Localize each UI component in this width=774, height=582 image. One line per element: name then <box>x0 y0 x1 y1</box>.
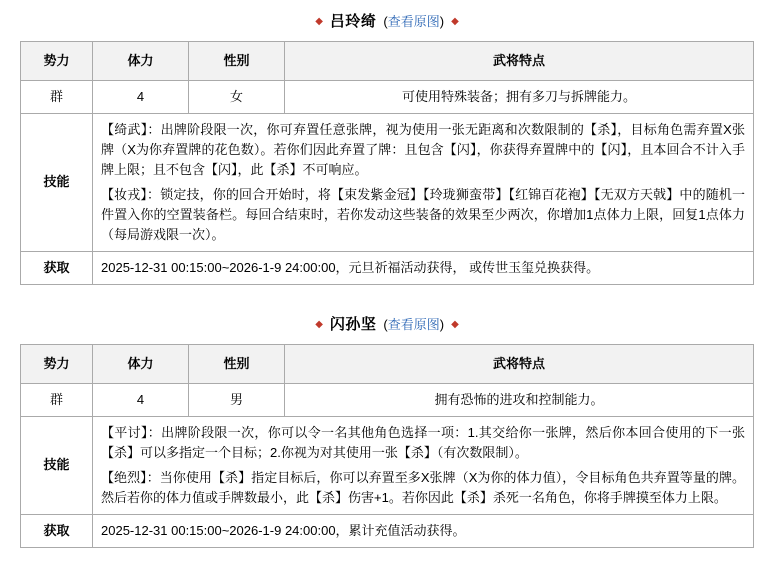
cell-gender: 男 <box>189 384 285 417</box>
diamond-right-icon: ◆ <box>451 15 459 27</box>
diamond-left-icon: ◆ <box>315 318 323 330</box>
cell-trait: 可使用特殊装备；拥有多刀与拆牌能力。 <box>285 81 754 114</box>
table-header-row <box>21 42 754 81</box>
cell-obtain: 2025-12-31 00:15:00~2026-1-9 24:00:00，元旦祈福活动获得， 或传世玉玺兑换获得。 <box>93 251 754 284</box>
column-header-gender: 性别 <box>189 42 285 81</box>
cell-skills <box>93 114 754 252</box>
column-header-gender: 性别 <box>189 345 285 384</box>
paren-open: ( <box>383 14 388 29</box>
table-row <box>21 81 754 114</box>
view-original-link[interactable]: 查看原图 <box>387 317 440 333</box>
hero-card-1 <box>0 0 774 285</box>
card-title-row <box>0 303 774 344</box>
row-label-skills: 技能 <box>21 114 93 252</box>
cell-hp: 4 <box>93 384 189 417</box>
hero-table <box>20 344 754 548</box>
card-title-row <box>0 0 774 41</box>
card-divider-space <box>0 285 774 303</box>
table-row-skills <box>21 114 754 252</box>
view-original-link[interactable]: 查看原图 <box>387 14 440 29</box>
table-row <box>21 384 754 417</box>
cell-skills <box>93 417 754 515</box>
table-header-row <box>21 345 754 384</box>
row-label-skills: 技能 <box>21 417 93 515</box>
paren-close: ) <box>439 14 445 29</box>
skill-paragraph: 【妆戎】：锁定技，你的回合开始时，将【束发紫金冠】【玲珑狮蛮带】【红锦百花袍】【无双方天戟】中的随机一件置入你的空置装备栏。每回合结束时，若你发动这些装备的效果至少两次，你增加1点体力上限，回复1点体力（每局游戏限一次）。 <box>101 186 745 242</box>
hero-card-2 <box>0 303 774 548</box>
column-header-faction: 势力 <box>21 345 93 384</box>
cell-faction: 群 <box>21 81 93 114</box>
paren-open: ( <box>383 317 388 333</box>
cell-hp: 4 <box>93 81 189 114</box>
cell-trait: 拥有恐怖的进攻和控制能力。 <box>285 384 754 417</box>
paren-close: ) <box>439 317 445 333</box>
row-label-obtain: 获取 <box>21 514 93 547</box>
skill-paragraph: 【绝烈】：当你使用【杀】指定目标后，你可以弃置至多X张牌（X为你的体力值），令目标角色共弃置等量的牌。然后若你的体力值或手牌数最小，此【杀】伤害+1。若你因此【杀】杀死一名角色，你将手牌摸至体力上限。 <box>101 469 745 505</box>
view-original-wrap <box>383 314 444 333</box>
page-title: 吕玲绮 <box>329 13 377 30</box>
hero-table <box>20 41 754 285</box>
view-original-wrap <box>383 11 444 30</box>
diamond-left-icon: ◆ <box>315 15 323 27</box>
table-row-skills <box>21 417 754 515</box>
table-row-obtain <box>21 251 754 284</box>
table-row-obtain <box>21 514 754 547</box>
diamond-right-icon: ◆ <box>451 318 459 330</box>
column-header-faction: 势力 <box>21 42 93 81</box>
page-title: 闪孙坚 <box>329 316 377 334</box>
column-header-trait: 武将特点 <box>285 42 754 81</box>
cell-faction: 群 <box>21 384 93 417</box>
column-header-hp: 体力 <box>93 42 189 81</box>
column-header-hp: 体力 <box>93 345 189 384</box>
cell-obtain: 2025-12-31 00:15:00~2026-1-9 24:00:00，累计充值活动获得。 <box>93 514 754 547</box>
skill-paragraph: 【平讨】：出牌阶段限一次，你可以令一名其他角色选择一项：1.其交给你一张牌，然后你本回合使用的下一张【杀】可以多指定一个目标；2.你视为对其使用一张【杀】（有次数限制）。 <box>101 425 745 461</box>
skill-paragraph: 【绮武】：出牌阶段限一次，你可弃置任意张牌，视为使用一张无距离和次数限制的【杀】，目标角色需弃置X张牌（X为你弃置牌的花色数）。若你们因此弃置了牌：且包含【闪】，你获得弃置牌中的【闪】，且本回合不计入手牌上限；且不包含【闪】，此【杀】不可响应。 <box>101 122 745 178</box>
row-label-obtain: 获取 <box>21 251 93 284</box>
column-header-trait: 武将特点 <box>285 345 754 384</box>
cell-gender: 女 <box>189 81 285 114</box>
